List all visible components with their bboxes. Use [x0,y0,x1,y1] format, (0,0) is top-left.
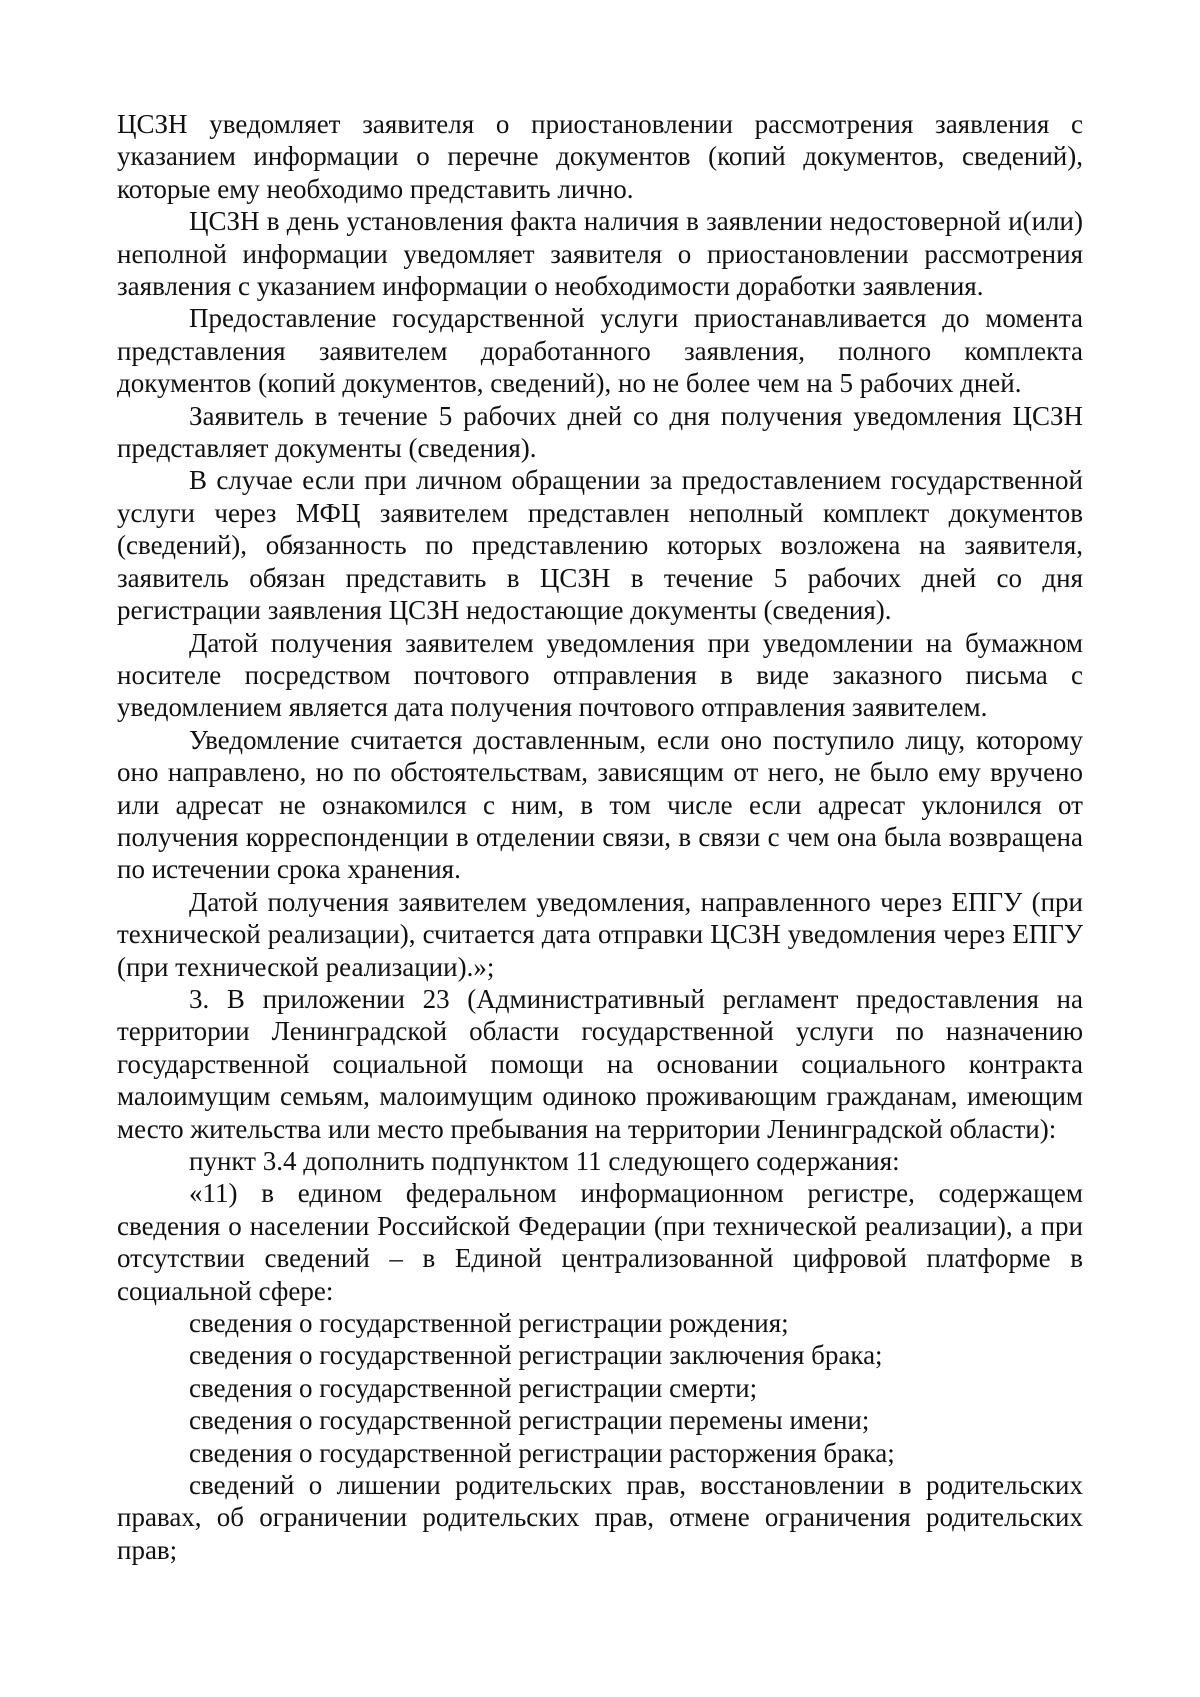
list-item-birth-registration: сведения о государственной регистрации рождения; [189,1308,789,1339]
paragraph-epgu-notice-date: Датой получения заявителем уведомления, направленного через ЕПГУ (при технической реализации), считается дата отправки ЦСЗН уведомления через ЕПГУ (при технической реализации).»; [117,886,1083,982]
paragraph-incomplete-info-notice: ЦСЗН в день установления факта наличия в заявлении недостоверной и(или) неполной информации уведомляет заявителя о приостановлении рассмотрения заявления с указанием информации о необходимости доработки заявления. [117,206,1083,302]
paragraph-applicant-submits: Заявитель в течение 5 рабочих дней со дня получения уведомления ЦСЗН представляет документы (сведения). [117,400,1083,464]
paragraph-subpoint-11: «11) в едином федеральном информационном регистре, содержащем сведения о населении Российской Федерации (при технической реализации), а при отсутствии сведений – в Единой централизованной цифровой платформе в социальной сфере: [117,1178,1083,1306]
paragraph-appendix-23: 3. В приложении 23 (Административный регламент предоставления на территории Ленинградской области государственной услуги по назначению государственной социальной помощи на основании социального контракта малоимущим семьям, малоимущим одиноко проживающим гражданам, имеющим место жительства или место пребывания на территории Ленинградской области): [117,983,1083,1144]
list-item-divorce-registration: сведения о государственной регистрации расторжения брака; [189,1437,895,1468]
paragraph-point-3-4: пункт 3.4 дополнить подпунктом 11 следующего содержания: [189,1146,900,1176]
paragraph-suspension-notice: ЦСЗН уведомляет заявителя о приостановлении рассмотрения заявления с указанием информации о перечне документов (копий документов, сведений), которые ему необходимо представить лично. [117,109,1083,204]
list-item-name-change-registration: сведения о государственной регистрации перемены имени; [189,1405,870,1436]
list-item-parental-rights: сведений о лишении родительских прав, восстановлении в родительских правах, об ограничении родительских прав, отмене ограничения родительских прав; [117,1470,1083,1565]
paragraph-mfc-incomplete-set: В случае если при личном обращении за предоставлением государственной услуги через МФЦ заявителем представлен неполный комплект документов (сведений), обязанность по представлению которых возложена на заявителя, заявитель обязан представить в ЦСЗН в течение 5 рабочих дней со дня регистрации заявления ЦСЗН недостающие документы (сведения). [117,465,1083,626]
list-item-death-registration: сведения о государственной регистрации смерти; [189,1372,758,1403]
paragraph-paper-notice-date: Датой получения заявителем уведомления при уведомлении на бумажном носителе посредством почтового отправления в виде заказного письма с уведомлением является дата получения почтового отправления заявителем. [117,627,1083,723]
list-item-marriage-registration: сведения о государственной регистрации заключения брака; [189,1340,883,1371]
paragraph-service-suspension: Предоставление государственной услуги приостанавливается до момента представления заявителем доработанного заявления, полного комплекта документов (копий документов, сведений), но не более чем на 5 рабочих дней. [117,303,1083,399]
document-page [117,108,1083,1566]
paragraph-notice-delivered: Уведомление считается доставленным, если оно поступило лицу, которому оно направлено, но по обстоятельствам, зависящим от него, не было ему вручено или адресат не ознакомился с ним, в том числе если адресат уклонился от получения корреспонденции в отделении связи, в связи с чем она была возвращена по истечении срока хранения. [117,724,1083,885]
